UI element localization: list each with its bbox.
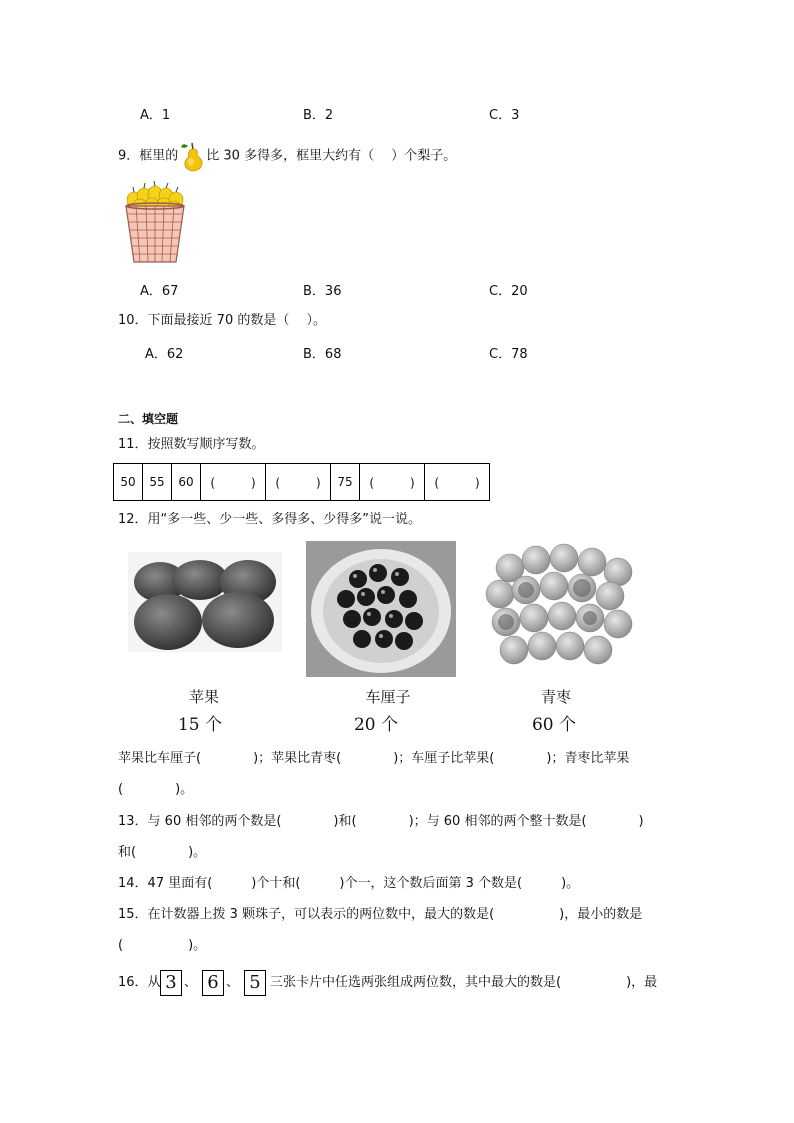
q9-option-b: B．36 (303, 284, 342, 299)
sequence-cell: 60 (172, 464, 201, 501)
sequence-blank[interactable]: ( ) (425, 464, 490, 501)
q12-answer-line-2: ( )。 (118, 782, 194, 797)
section-heading: 二、填空题 (118, 412, 179, 426)
pear-icon (179, 140, 205, 172)
card-separator: 、 (184, 975, 198, 990)
fruit-name-jujube: 青枣 (540, 688, 571, 706)
q9-text-before: 9．框里的 (118, 148, 179, 164)
jujubes-image (480, 542, 636, 676)
q11-question: 11．按照数写顺序写数。 (118, 437, 265, 452)
q10-question: 10．下面最接近 70 的数是（ ）。 (118, 313, 326, 328)
q10-option-a: A．62 (145, 347, 184, 362)
q9-option-a: A．67 (140, 284, 179, 299)
fruit-name-apple: 苹果 (188, 688, 219, 706)
q13-line-1: 13．与 60 相邻的两个数是( )和( )；与 60 相邻的两个整十数是( ) (118, 814, 644, 829)
sequence-blank[interactable]: ( ) (360, 464, 425, 501)
digit-card: 3 (160, 970, 182, 996)
sequence-cell: 75 (331, 464, 360, 501)
sequence-blank[interactable]: ( ) (266, 464, 331, 501)
digit-card: 5 (244, 970, 266, 996)
sequence-blank[interactable]: ( ) (201, 464, 266, 501)
q14-question: 14．47 里面有( )个十和( )个一，这个数后面第 3 个数是( )。 (118, 876, 580, 891)
fruit-count-cherry: 20 个 (353, 715, 399, 735)
q10-option-c: C．78 (489, 347, 528, 362)
q15-line-2: ( )。 (118, 938, 207, 953)
fruit-count-apple: 15 个 (177, 715, 223, 735)
q8-option-c: C．3 (489, 108, 520, 123)
q9-option-c: C．20 (489, 284, 528, 299)
q8-option-a: A．1 (140, 108, 171, 123)
q10-option-b: B．68 (303, 347, 342, 362)
q9-question (118, 140, 456, 172)
apples-image (128, 552, 282, 652)
q8-option-b: B．2 (303, 108, 334, 123)
sequence-cell: 50 (114, 464, 143, 501)
q12-answer-line-1: 苹果比车厘子( )；苹果比青枣( )；车厘子比苹果( )；青枣比苹果 (118, 751, 630, 766)
q15-line-1: 15．在计数器上拨 3 颗珠子，可以表示的两位数中，最大的数是( )，最小的数是 (118, 907, 643, 922)
number-sequence-table (113, 463, 490, 501)
q12-question: 12．用“多一些、少一些、多得多、少得多”说一说。 (118, 512, 422, 527)
q16-prefix: 16．从 (118, 975, 161, 990)
pear-basket-image (122, 178, 188, 264)
q13-line-2: 和( )。 (118, 845, 207, 860)
sequence-cell: 55 (143, 464, 172, 501)
card-separator: 、 (226, 975, 240, 990)
q9-text-after: 比 30 多得多，框里大约有（ ）个梨子。 (206, 148, 457, 164)
cherries-image (306, 541, 456, 677)
q16-suffix: 三张卡片中任选两张组成两位数，其中最大的数是( )，最 (270, 975, 658, 990)
fruit-count-jujube: 60 个 (531, 715, 577, 735)
fruit-name-cherry: 车厘子 (365, 688, 411, 706)
digit-card: 6 (202, 970, 224, 996)
